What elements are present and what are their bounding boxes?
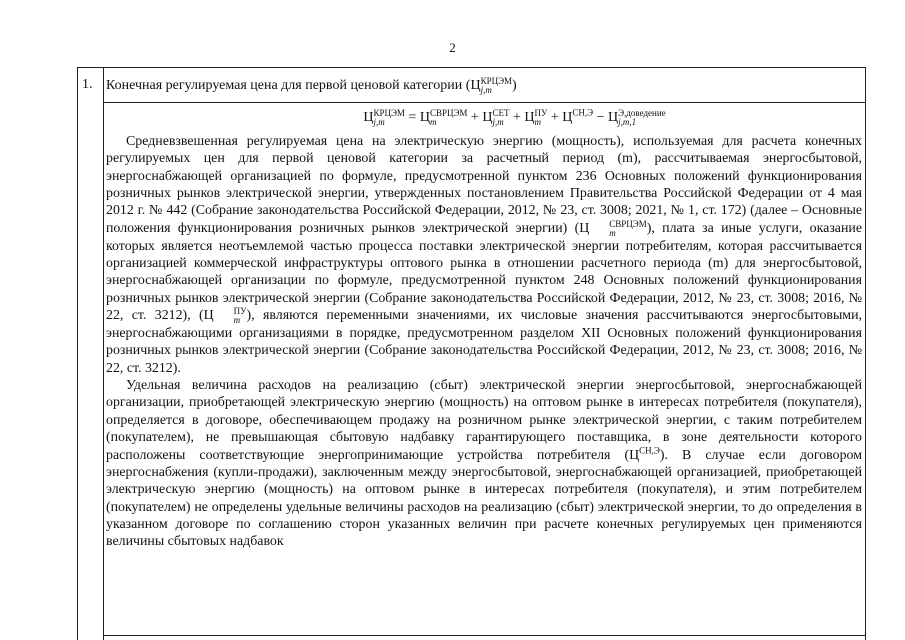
heading-text: Конечная регулируемая цена для первой ценовой категории (Ц	[106, 78, 481, 94]
table-inner-rule	[104, 635, 865, 636]
formula-equals: =	[404, 110, 420, 126]
paragraph-sales-expenses	[104, 377, 865, 550]
formula-plus: +	[547, 110, 563, 126]
row-content	[104, 68, 865, 640]
inline-sup: ПУ	[233, 306, 247, 317]
formula-term4: Ц	[562, 110, 573, 126]
paragraph-weighted-price	[104, 133, 865, 377]
formula-term2-index	[492, 109, 509, 127]
formula-term1-sup: СВРЦЭМ	[429, 108, 468, 118]
paragraph-text: ), являются переменными значениями, их числовые значения рассчитываются энергосбытовыми, энергоснабжающими организациями в порядке, предусмотренном разделом XII Основных положений функционирования розничных рынков электрической энергии (Собрание законодательства Российской Федерации, 2012, № 23, ст. 3008; 2016, № 22, ст. 3212).	[106, 308, 862, 376]
inline-sup: СВРЦЭМ	[609, 218, 647, 229]
formula-term2-sup: СЕТ	[492, 108, 510, 118]
formula-term3: Ц	[524, 110, 535, 126]
formula-lhs-index	[373, 109, 404, 127]
heading-subscript: j,m	[480, 85, 492, 95]
inline-index	[589, 220, 646, 238]
tariff-table	[77, 67, 866, 640]
row-heading	[104, 68, 865, 103]
formula-term2: Ц	[482, 110, 493, 126]
heading-index	[481, 77, 512, 95]
formula-term1-sub: m	[429, 117, 437, 127]
formula-term1: Ц	[419, 110, 430, 126]
paragraph-text: ). В случае если договором энергоснабжения (купли-продажи), заключенным между энергосбытовой, энергоснабжающей организацией, приобретающей электрическую энергию (мощность) на оптовом рынке в интересах потребителя (покупателя), и этим потребителем (покупателем) не определены удельные величины расходов на реализацию (сбыт) электрической энергии, то до определения в указанном договоре по соглашению сторон указанных величин при расчете конечных регулируемых цен применяются величины сбытовых надбавок	[106, 447, 863, 550]
paragraph-text: ), плата за иные услуги, оказание которых является неотъемлемой частью процесса поставки электрической энергии потребителям, которая рассчитывается организацией коммерческой инфраструктуры оптового рынка в отношении расчетного периода (m) для энергосбытовой, энергоснабжающей организации по формуле, предусмотренной пунктом 248 Основных положений функционирования розничных рынков электрической энергии (Собрание законодательства Российской Федерации, 2012, № 23, ст. 3008; 2016, № 22, ст. 3212), (Ц	[106, 220, 863, 324]
inline-sup: СН,Э	[639, 444, 660, 455]
formula-term3-index	[534, 109, 547, 127]
formula-term5: Ц	[607, 110, 619, 126]
formula-term4-sup: СН,Э	[572, 107, 594, 118]
formula-term2-sub: j,m	[492, 117, 504, 127]
formula-lhs-sup: КРЦЭМ	[373, 108, 405, 118]
heading-superscript: КРЦЭМ	[480, 76, 513, 86]
inline-sub: m	[233, 315, 241, 326]
formula-term1-index	[430, 109, 467, 127]
formula-term3-sub: m	[534, 117, 541, 127]
heading-close: )	[512, 78, 517, 94]
inline-sub: m	[609, 227, 616, 238]
paragraph-text: Средневзвешенная регулируемая цена на электрическую энергию (мощность), используемая для расчета конечных регулируемых цен для первой ценовой категории за расчетный период (m), рассчитываемая энергосбытовой, энергоснабжающей организацией по формуле, предусмотренной пунктом 236 Основных положений функционирования розничных рынков электрической энергии, утвержденных постановлением Правительства Российской Федерации от 4 мая 2012 г. № 442 (Собрание законодательства Российской Федерации, 2012, № 23, ст. 3008; 2021, № 1, ст. 172) (далее – Основные положения функционирования розничных рынков электрической энергии) (Ц	[106, 134, 862, 236]
page-number: 2	[449, 40, 456, 55]
formula-term5-index	[618, 109, 666, 127]
formula-lhs-sub: j,m	[373, 117, 385, 127]
formula-lhs: Ц	[363, 110, 374, 126]
formula-plus: +	[509, 110, 525, 126]
formula-minus: −	[593, 110, 608, 126]
inline-index	[214, 307, 247, 325]
formula-term5-sub: j,m,1	[618, 117, 637, 127]
paragraph-text: Удельная величина расходов на реализацию (сбыт) электрической энергии энергосбытовой, энергоснабжающей организации, приобретающей электрическую энергию (мощность) на оптовом рынке в интересах потребителя (покупателя), определяется в договоре, обеспечивающем продажу на розничном рынке электрической энергии, с таким потребителем (покупателем), не превышающая сбытовую надбавку гарантирующего поставщика, в зоне деятельности которого расположены соответствующие энергопринимающие устройства потребителя (Ц	[106, 378, 862, 463]
row-number: 1.	[82, 77, 93, 92]
formula-term5-sup: Э,доведение	[618, 108, 666, 118]
row-number-column	[78, 68, 104, 640]
price-formula	[104, 103, 865, 133]
formula-term3-sup: ПУ	[534, 108, 548, 118]
formula-plus: +	[467, 110, 483, 126]
